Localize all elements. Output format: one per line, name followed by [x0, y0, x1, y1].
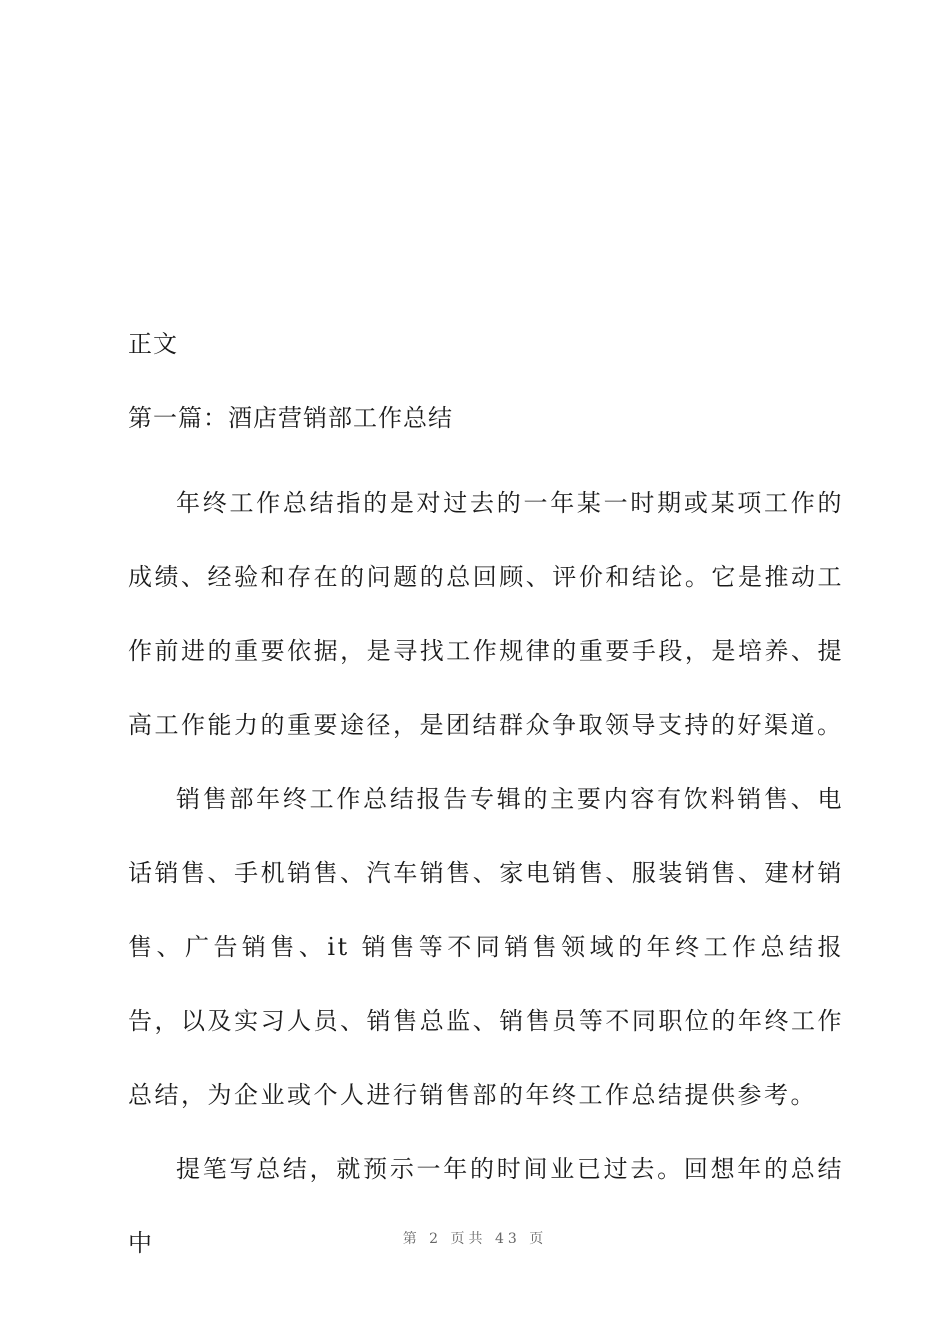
paragraph-2: 销售部年终工作总结报告专辑的主要内容有饮料销售、电话销售、手机销售、汽车销售、家电销售、服装销售、建材销售、广告销售、it 销售等不同销售领域的年终工作总结报告，以及实习人员、销售总监、销售员等不同职位的年终工作总结，为企业或个人进行销售部的年终工作总结提供参考。: [128, 785, 844, 1109]
chapter-title: 第一篇：酒店营销部工作总结: [128, 404, 453, 432]
body-text: [128, 318, 844, 1280]
paragraph-1: 年终工作总结指的是对过去的一年某一时期或某项工作的成绩、经验和存在的问题的总回顾、评价和结论。它是推动工作前进的重要依据，是寻找工作规律的重要手段，是培养、提高工作能力的重要途径，是团结群众争取领导支持的好渠道。: [128, 489, 844, 739]
page-number: 第 2 页共 43 页: [402, 1231, 548, 1247]
section-label: 正文: [128, 330, 178, 358]
paragraph-3: 提笔写总结，就预示一年的时间业已过去。回想年的总结中: [128, 1155, 844, 1257]
page-footer: [0, 1228, 950, 1248]
